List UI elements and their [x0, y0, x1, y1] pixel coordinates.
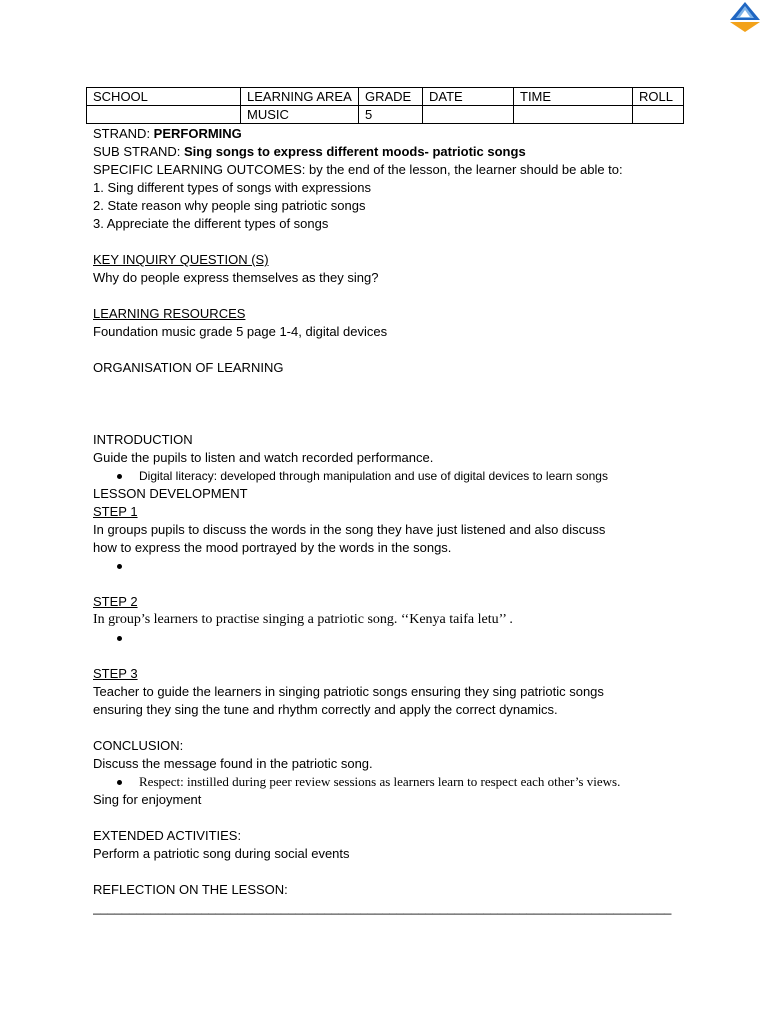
- step3-heading: STEP 3: [93, 666, 138, 681]
- strand-value: PERFORMING: [153, 126, 242, 141]
- header-date: DATE: [423, 88, 514, 106]
- value-learning-area: MUSIC: [241, 106, 359, 124]
- list-item: [93, 773, 693, 791]
- outcome-item: 3. Appreciate the different types of songs: [93, 216, 329, 231]
- introduction-bullet-text: Digital literacy: developed through manipulation and use of digital devices to learn songs: [139, 469, 608, 483]
- value-roll: [633, 106, 684, 124]
- header-learning-area: LEARNING AREA: [241, 88, 359, 106]
- organisation-heading: ORGANISATION OF LEARNING: [93, 360, 284, 375]
- header-school: SCHOOL: [87, 88, 241, 106]
- outcome-item: 2. State reason why people sing patriotic songs: [93, 198, 366, 213]
- step2-text: In group’s learners to practise singing a patriotic song. ‘‘Kenya taifa letu’’ .: [93, 612, 513, 627]
- header-roll: ROLL: [633, 88, 684, 106]
- list-item: [93, 467, 693, 485]
- sub-strand-value: Sing songs to express different moods- patriotic songs: [184, 144, 526, 159]
- conclusion-after: Sing for enjoyment: [93, 792, 202, 807]
- conclusion-bullet-text: Respect: instilled during peer review sessions as learners learn to respect each other’s views.: [139, 774, 621, 789]
- table-row: [87, 88, 684, 106]
- value-time: [514, 106, 633, 124]
- list-item: [93, 629, 693, 647]
- bullet-icon: [117, 780, 122, 785]
- resources-heading: LEARNING RESOURCES: [93, 306, 246, 321]
- extended-text: Perform a patriotic song during social events: [93, 846, 350, 861]
- step3-text-line1: Teacher to guide the learners in singing patriotic songs ensuring they sing patriotic songs: [93, 684, 604, 699]
- key-inquiry-text: Why do people express themselves as they sing?: [93, 270, 379, 285]
- bullet-icon: [117, 474, 122, 479]
- value-grade: 5: [359, 106, 423, 124]
- sub-strand-line: [93, 143, 693, 161]
- lesson-plan-body: [93, 125, 693, 917]
- list-item: [93, 557, 693, 575]
- extended-heading: EXTENDED ACTIVITIES:: [93, 828, 242, 843]
- value-school: [87, 106, 241, 124]
- step1-text-line2: how to express the mood portrayed by the words in the songs.: [93, 540, 452, 555]
- header-time: TIME: [514, 88, 633, 106]
- table-row: [87, 106, 684, 124]
- introduction-text: Guide the pupils to listen and watch recorded performance.: [93, 450, 434, 465]
- key-inquiry-heading: KEY INQUIRY QUESTION (S): [93, 252, 269, 267]
- lesson-info-table: [86, 87, 684, 124]
- step1-text-line1: In groups pupils to discuss the words in the song they have just listened and also discuss: [93, 522, 606, 537]
- strand-line: [93, 125, 693, 143]
- step2-heading: STEP 2: [93, 594, 138, 609]
- introduction-heading: INTRODUCTION: [93, 432, 193, 447]
- sub-strand-label: SUB STRAND:: [93, 144, 185, 159]
- header-grade: GRADE: [359, 88, 423, 106]
- publisher-logo: [722, 0, 768, 34]
- strand-label: STRAND:: [93, 126, 154, 141]
- outcome-item: 1. Sing different types of songs with expressions: [93, 180, 371, 195]
- conclusion-heading: CONCLUSION:: [93, 738, 184, 753]
- step3-text-line2: ensuring they sing the tune and rhythm correctly and apply the correct dynamics.: [93, 702, 558, 717]
- value-date: [423, 106, 514, 124]
- step1-heading: STEP 1: [93, 504, 138, 519]
- bullet-icon: [117, 636, 122, 641]
- outcomes-heading: SPECIFIC LEARNING OUTCOMES: by the end of the lesson, the learner should be able to:: [93, 162, 623, 177]
- reflection-heading: REFLECTION ON THE LESSON:: [93, 882, 288, 897]
- bullet-icon: [117, 564, 122, 569]
- reflection-answer-line: ________________________________________________________________________________: [93, 900, 672, 915]
- conclusion-text: Discuss the message found in the patriotic song.: [93, 756, 373, 771]
- resources-text: Foundation music grade 5 page 1-4, digital devices: [93, 324, 388, 339]
- development-heading: LESSON DEVELOPMENT: [93, 486, 248, 501]
